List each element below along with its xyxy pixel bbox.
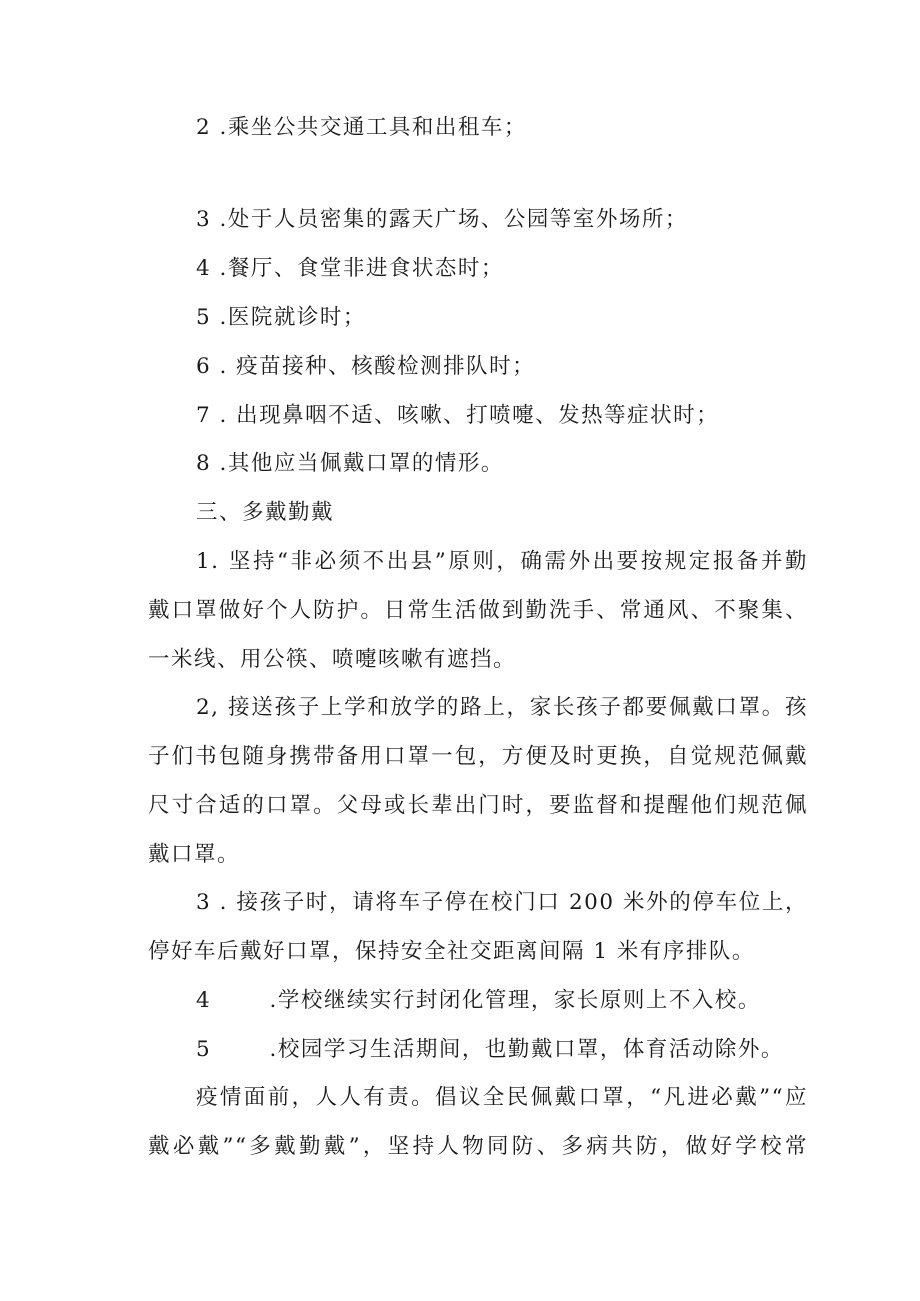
closing-line-2: 戴必戴”“多戴勤戴”，坚持人物同防、多病共防，做好学校常 [148,1134,808,1159]
paragraph-4: 4 .学校继续实行封闭化管理，家长原则上不入校。 [196,988,761,1013]
closing-line-1: 疫情面前，人人有责。倡议全民佩戴口罩，“凡进必戴”“应 [196,1085,808,1110]
list-item-7: 7 . 出现鼻咽不适、咳嗽、打喷嚏、发热等症状时； [196,403,720,428]
section-heading: 三、多戴勤戴 [196,500,335,525]
paragraph-2-line-3: 尺寸合适的口罩。父母或长辈出门时，要监督和提醒他们规范佩 [148,793,808,818]
paragraph-2-line-4: 戴口罩。 [148,842,241,867]
paragraph-2-line-1: 2, 接送孩子上学和放学的路上，家长孩子都要佩戴口罩。孩 [196,695,808,720]
paragraph-3-line-2: 停好车后戴好口罩，保持安全社交距离间隔 1 米有序排队。 [148,939,755,964]
list-item-2: 2 .乘坐公共交通工具和出租车； [196,115,527,140]
list-item-4: 4 .餐厅、食堂非进食状态时； [196,256,504,281]
paragraph-1-line-1: 1. 坚持“非必须不出县”原则，确需外出要按规定报备并勤 [196,549,808,574]
list-item-8: 8 .其他应当佩戴口罩的情形。 [196,451,504,476]
list-item-3: 3 .处于人员密集的露天广场、公园等室外场所； [196,207,688,232]
paragraph-5: 5 .校园学习生活期间，也勤戴口罩，体育活动除外。 [196,1037,784,1062]
list-item-6: 6 . 疫苗接种、核酸检测排队时； [196,354,536,379]
paragraph-2-line-2: 子们书包随身携带备用口罩一包，方便及时更换，自觉规范佩戴 [148,744,808,769]
paragraph-3-line-1: 3 . 接孩子时，请将车子停在校门口 200 米外的停车位上， [196,890,808,915]
list-item-5: 5 .医院就诊时； [196,305,366,330]
paragraph-1-line-3: 一米线、用公筷、喷嚏咳嗽有遮挡。 [148,647,517,672]
paragraph-1-line-2: 戴口罩做好个人防护。日常生活做到勤洗手、常通风、不聚集、 [148,598,808,623]
